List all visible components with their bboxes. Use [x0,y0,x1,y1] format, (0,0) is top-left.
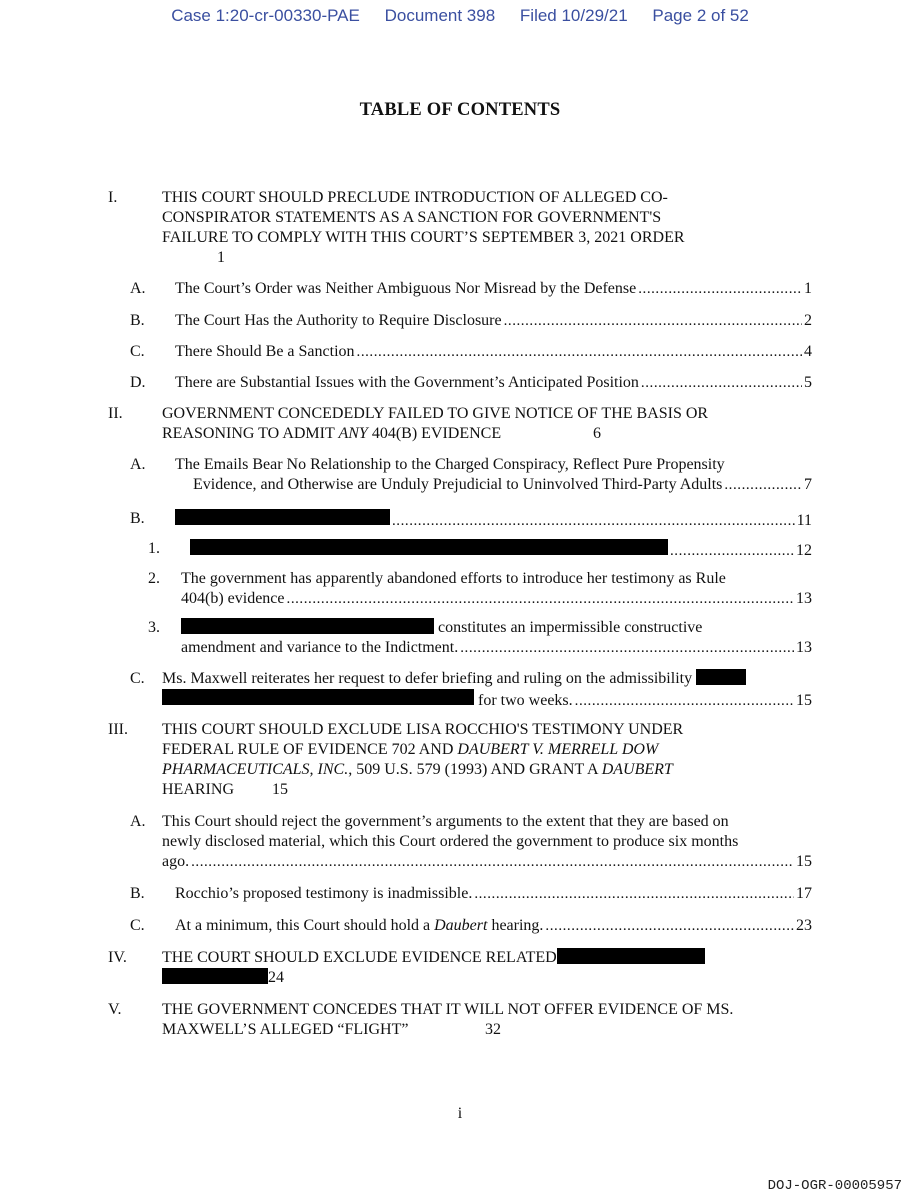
toc-entry-text: There are Substantial Issues with the Government’s Anticipated Position [175,374,639,391]
toc-entry-text: The Emails Bear No Relationship to the Charged Conspiracy, Reflect Pure Propensity [175,456,725,473]
toc-heading-line: THIS COURT SHOULD EXCLUDE LISA ROCCHIO'S TESTIMONY UNDER [162,721,684,738]
toc-entry-text: constitutes an impermissible constructive [181,618,702,638]
toc-page-number: 23 [796,917,812,934]
toc-page-number: 15 [796,853,812,870]
toc-heading-line: THE GOVERNMENT CONCEDES THAT IT WILL NOT OFFER EVIDENCE OF MS. [162,1001,734,1018]
toc-entry-text: At a minimum, this Court should hold a Daubert hearing. [175,917,544,934]
toc-num: D. [130,374,146,391]
leader-dots [392,511,795,531]
toc-entry[interactable] [175,342,812,362]
toc-num: B. [130,510,145,527]
toc-num: IV. [108,949,127,966]
redaction-block [162,968,268,984]
leader-dots [724,475,802,495]
toc-heading-line: THIS COURT SHOULD PRECLUDE INTRODUCTION OF ALLEGED CO- [162,189,668,206]
leader-dots [287,589,794,609]
leader-dots [191,852,794,872]
toc-num: I. [108,189,118,206]
toc-heading-line: FEDERAL RULE OF EVIDENCE 702 AND DAUBERT V. MERRELL DOW [162,741,659,758]
leader-dots [504,311,802,331]
toc-entry-text: amendment and variance to the Indictment. [181,639,459,656]
document-number: Document 398 [384,6,496,25]
page-number: i [457,1105,463,1122]
toc-page-number: 15 [796,692,812,709]
toc-page-number: 11 [796,512,812,529]
toc-entry[interactable] [175,509,812,531]
toc-entry-text: There Should Be a Sanction [175,343,355,360]
toc-entry[interactable] [162,689,812,711]
toc-page-number: 17 [796,885,812,902]
toc-num: V. [108,1001,122,1018]
toc-entry[interactable] [175,884,812,904]
toc-entry-text: ago. [162,853,190,870]
toc-page-number: 24 [268,969,284,986]
toc-num: B. [130,885,145,902]
toc-entry[interactable] [181,638,812,658]
toc-entry[interactable] [181,589,812,609]
leader-dots [641,373,802,393]
leader-dots [545,916,794,936]
toc-num: A. [130,456,146,473]
toc-heading-line: GOVERNMENT CONCEDEDLY FAILED TO GIVE NOTICE OF THE BASIS OR [162,405,709,422]
toc-page-number: 2 [804,312,812,329]
toc-entry-text: The Court’s Order was Neither Ambiguous Nor Misread by the Defense [175,280,637,297]
redaction-block [162,689,474,705]
toc-heading-line: REASONING TO ADMIT ANY 404(B) EVIDENCE [162,425,502,442]
toc-num: A. [130,280,146,297]
toc-entry[interactable] [175,916,812,936]
toc-num: 2. [148,570,160,587]
toc-page-number: 1 [217,249,225,266]
toc-page-number: 7 [804,476,812,493]
leader-dots [474,884,794,904]
toc-heading-line: THE COURT SHOULD EXCLUDE EVIDENCE RELATED [162,948,705,968]
leader-dots [638,279,802,299]
toc-entry-text: newly disclosed material, which this Court ordered the government to produce six months [162,833,739,850]
toc-entry[interactable] [175,279,812,299]
leader-dots [670,541,794,561]
toc-heading-line: PHARMACEUTICALS, INC., 509 U.S. 579 (1993) AND GRANT A DAUBERT [162,761,673,778]
redaction-block [557,948,705,964]
redaction-block [175,509,390,525]
toc-num: 3. [148,619,160,636]
toc-heading-line: MAXWELL’S ALLEGED “FLIGHT” [162,1021,409,1038]
toc-page-number: 4 [804,343,812,360]
toc-heading-line: FAILURE TO COMPLY WITH THIS COURT’S SEPTEMBER 3, 2021 ORDER [162,229,685,246]
toc-page-number: 1 [804,280,812,297]
toc-page-number: 13 [796,639,812,656]
toc-num: B. [130,312,145,329]
toc-page-number: 12 [796,542,812,559]
toc-entry[interactable] [193,475,812,495]
redaction-block [190,539,668,555]
page-of: Page 2 of 52 [652,6,749,25]
toc-num: C. [130,917,145,934]
leader-dots [460,638,794,658]
toc-entry-text: Evidence, and Otherwise are Unduly Prejudicial to Uninvolved Third-Party Adults [193,476,723,493]
toc-page-number: 13 [796,590,812,607]
toc-entry-text: This Court should reject the government’s arguments to the extent that they are based on [162,813,729,830]
toc-entry[interactable] [175,373,812,393]
toc-page-number: 15 [272,781,288,798]
toc-heading-line: HEARING [162,781,234,798]
bates-number: DOJ-OGR-00005957 [767,1178,902,1194]
toc-entry-text: Rocchio’s proposed testimony is inadmissible. [175,885,473,902]
toc-num: II. [108,405,123,422]
toc-page-number: 5 [804,374,812,391]
toc-page-number: 32 [485,1021,501,1038]
toc-entry[interactable] [162,852,812,872]
toc-heading-line: CONSPIRATOR STATEMENTS AS A SANCTION FOR GOVERNMENT'S [162,209,662,226]
toc-entry[interactable] [175,311,812,331]
toc-entry-text: The government has apparently abandoned efforts to introduce her testimony as Rule [181,570,726,587]
redaction-block [181,618,434,634]
toc-entry-text: Ms. Maxwell reiterates her request to defer briefing and ruling on the admissibility [162,669,746,689]
toc-entry-text: 404(b) evidence [181,590,285,607]
case-number: Case 1:20-cr-00330-PAE [171,6,360,25]
toc-num: III. [108,721,128,738]
toc-page-number: 6 [593,425,601,442]
toc-heading-line [162,968,284,988]
page-title: TABLE OF CONTENTS [359,100,561,120]
leader-dots [357,342,802,362]
toc-num: C. [130,343,145,360]
leader-dots [575,691,794,711]
toc-num: C. [130,670,145,687]
filed-date: Filed 10/29/21 [519,6,628,25]
filing-header [0,6,920,26]
toc-num: A. [130,813,146,830]
toc-num: 1. [148,540,160,557]
redaction-block [696,669,746,685]
toc-entry-text: for two weeks. [478,692,573,709]
toc-entry[interactable] [190,539,812,561]
toc-entry-text: The Court Has the Authority to Require Disclosure [175,312,502,329]
